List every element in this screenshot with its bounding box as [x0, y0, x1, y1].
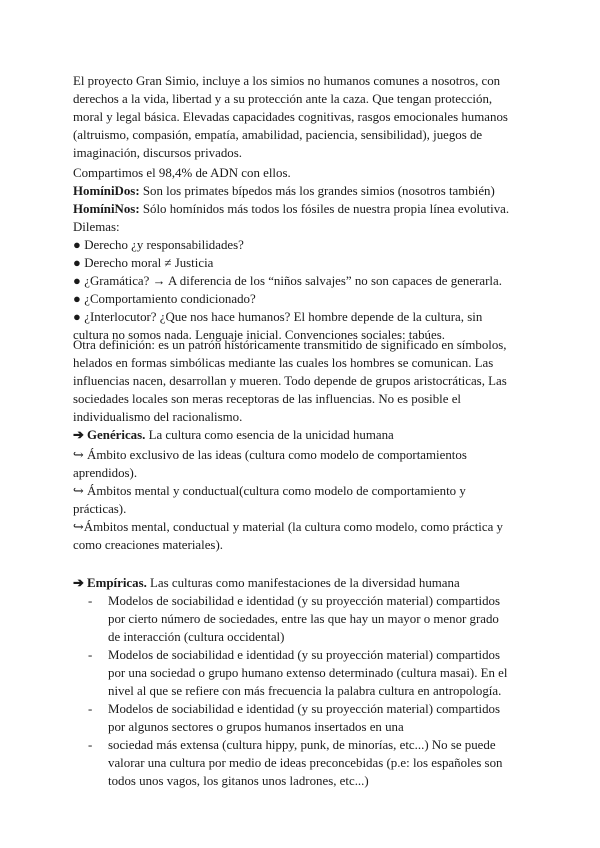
- dash-marker: -: [88, 738, 93, 752]
- list-item: - sociedad más extensa (cultura hippy, punk, de minorías, etc...) No se puede valorar una cultura por medio de ideas preconcebidas (p.e: los españoles son todos unos vagos, los gitanos unos ladrones, etc...): [88, 738, 503, 788]
- dash-marker: -: [88, 648, 93, 662]
- text-line: influencias nacen, desarrollan y mueren. Todo depende de grupos aristocráticas, Las: [73, 374, 507, 388]
- hominins-text: Sólo homínidos más todos los fósiles de nuestra propia línea evolutiva.: [139, 202, 510, 216]
- dash-marker: -: [88, 702, 93, 716]
- text-line: (altruismo, compasión, empatía, amabilidad, paciencia, sensibilidad), juegos de: [73, 128, 483, 142]
- list-item: - Modelos de sociabilidad e identidad (y su proyección material) compartidos por cierto número de sociedades, entre las que hay un mayor o menor grado de interacción (cultura occidental): [88, 594, 500, 644]
- empiricas-list: [88, 592, 528, 790]
- bullet-icon: ●: [73, 238, 81, 252]
- hominidos-definition: [73, 182, 533, 200]
- text-line: sociedades locales son meras receptoras de las influencias. No es posible el: [73, 392, 462, 406]
- text-line: El proyecto Gran Simio, incluye a los simios no humanos comunes a nosotros, con: [73, 74, 501, 88]
- ambitos-list: [73, 446, 533, 554]
- text-line: moral y legal básica. Elevadas capacidades cognitivas, rasgos emocionales humanos: [73, 110, 508, 124]
- genericas-heading: [73, 426, 533, 444]
- ambito-item: ↪Ámbitos mental, conductual y material (la cultura como modelo, como práctica y como creaciones materiales).: [73, 520, 503, 552]
- dash-marker: -: [88, 594, 93, 608]
- text-line: Otra definición: es un patrón históricamente transmitido de significado en símbolos,: [73, 338, 507, 352]
- bullet-icon: ●: [73, 310, 81, 324]
- list-item: - Modelos de sociabilidad e identidad (y su proyección material) compartidos por una sociedad o grupo humano extenso determinado (cultura masai). En el nivel al que se refiere con más frecuencia la palabra cultura en antropología.: [88, 648, 508, 698]
- adn-line: Compartimos el 98,4% de ADN con ellos.: [73, 166, 291, 180]
- text-line: helados en formas simbólicas mediante las cuales los hombres se comunican. Las: [73, 356, 494, 370]
- empiricas-term: ➔ Empíricas.: [73, 576, 147, 590]
- bullet-icon: ●: [73, 292, 81, 306]
- text-line: individualismo del racionalismo.: [73, 410, 243, 424]
- list-item: - Modelos de sociabilidad e identidad (y su proyección material) compartidos por algunos sectores o grupos humanos insertados en una: [88, 702, 500, 734]
- bullet-icon: ●: [73, 274, 81, 288]
- empiricas-text: Las culturas como manifestaciones de la diversidad humana: [146, 576, 460, 590]
- ambito-item: ↪ Ámbito exclusivo de las ideas (cultura como modelo de comportamientos aprendidos).: [73, 448, 467, 480]
- intro-paragraph: [73, 72, 533, 162]
- bullet-icon: ●: [73, 256, 81, 270]
- dilema-item: ● ¿Comportamiento condicionado?: [73, 292, 256, 306]
- dilema-item: ● ¿Gramática? → A diferencia de los “niños salvajes” no son capaces de generarla.: [73, 274, 502, 288]
- genericas-text: La cultura como esencia de la unicidad humana: [145, 428, 394, 442]
- dilemas-title: Dilemas:: [73, 220, 120, 234]
- hominins-definition: [73, 200, 533, 218]
- dilema-item: ● ¿Interlocutor? ¿Que nos hace humanos? El hombre depende de la cultura, sin: [73, 310, 483, 324]
- hominins-term: HomíniNos:: [73, 202, 140, 216]
- definition-paragraph: [73, 336, 533, 444]
- ambito-item: ↪ Ámbitos mental y conductual(cultura como modelo de comportamiento y prácticas).: [73, 484, 466, 516]
- genericas-term: ➔ Genéricas.: [73, 428, 146, 442]
- text-line: derechos a la vida, libertad y a su protección ante la caza. Que tengan protección,: [73, 92, 493, 106]
- hominidos-term: HomíniDos:: [73, 184, 140, 198]
- empiricas-heading: [73, 574, 533, 592]
- dilema-continuation: cultura no somos nada. Lenguaje inicial. Convenciones sociales: tabúes.: [73, 328, 445, 342]
- text-line: imaginación, discursos privados.: [73, 146, 242, 160]
- definitions-section: [73, 164, 533, 344]
- dilema-item: ● Derecho moral ≠ Justicia: [73, 256, 214, 270]
- dilema-item: ● Derecho ¿y responsabilidades?: [73, 238, 244, 252]
- hominidos-text: Son los primates bípedos más los grandes simios (nosotros también): [139, 184, 495, 198]
